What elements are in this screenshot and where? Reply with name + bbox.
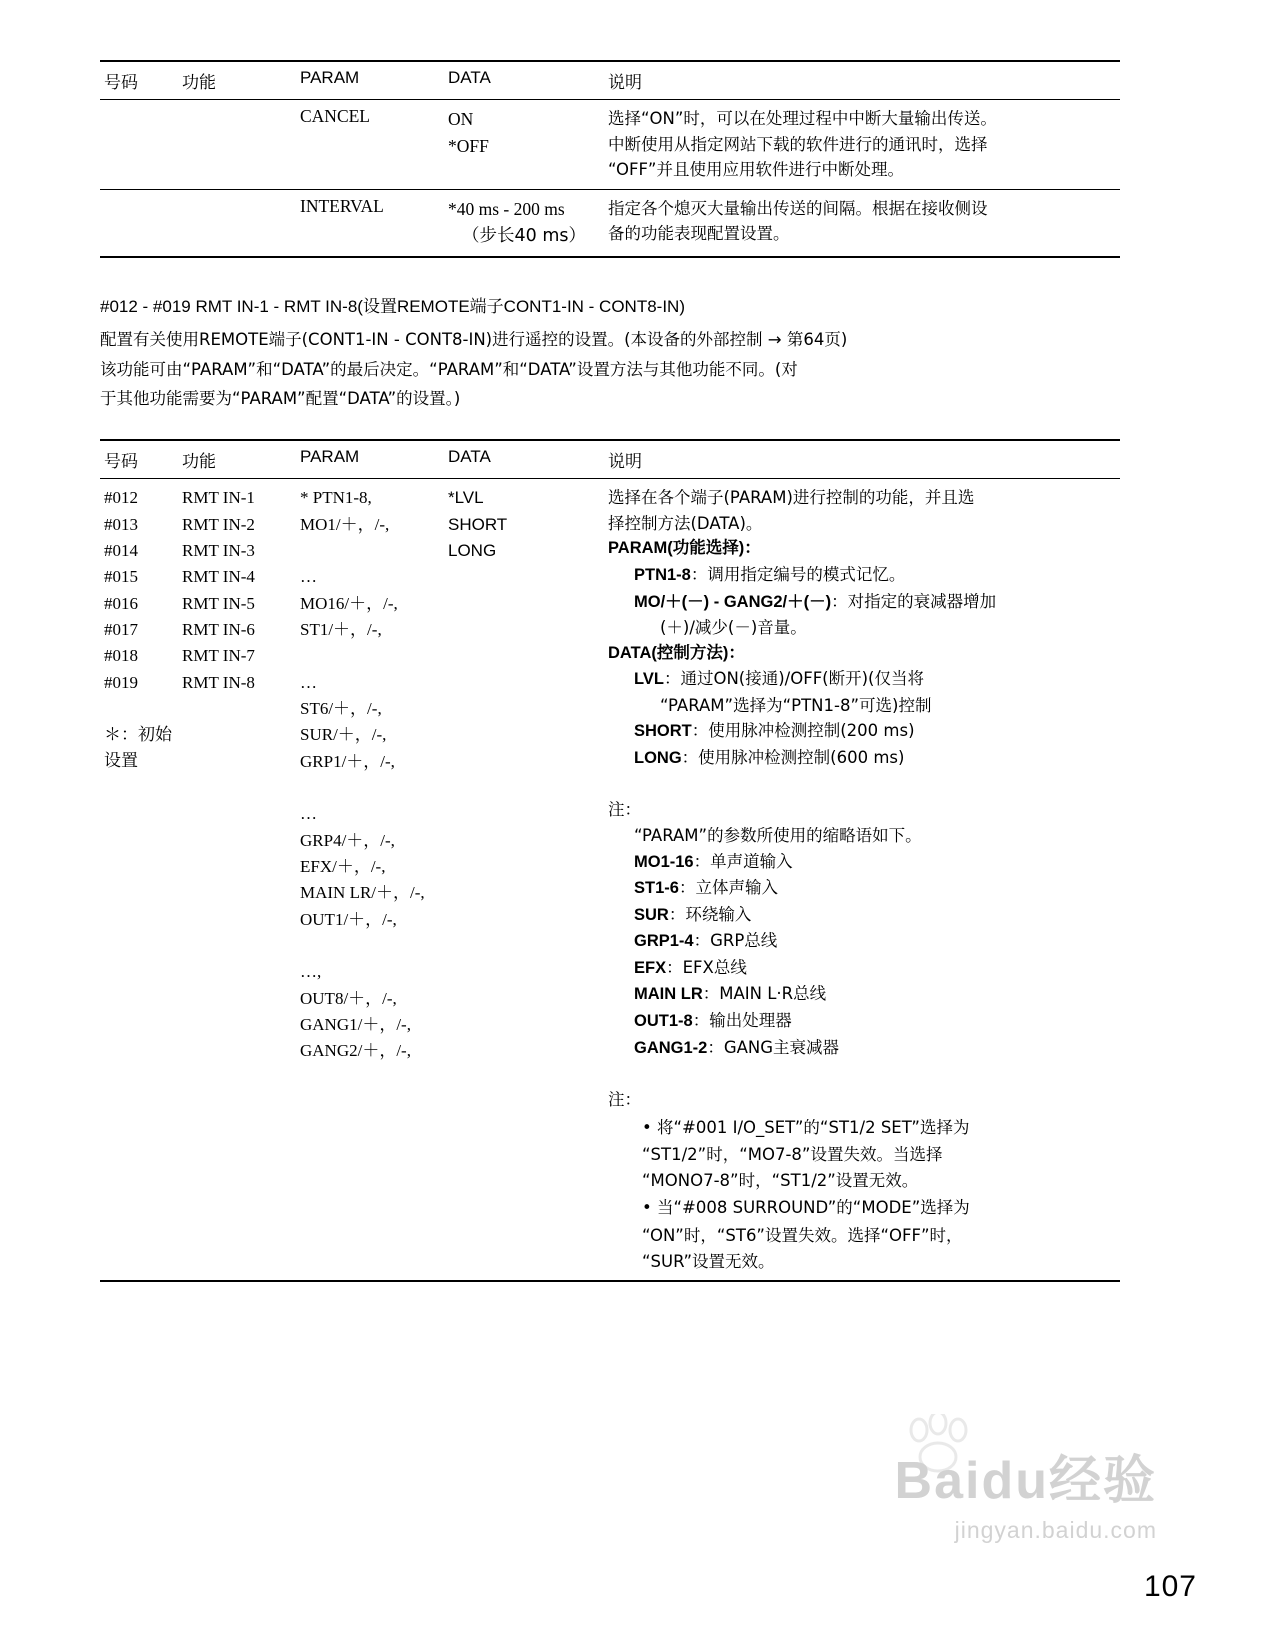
page-content (100, 60, 1120, 1282)
watermark-sub-text: jingyan.baidu.com (954, 1517, 1157, 1543)
param-heading: PARAM(功能选择)： (608, 539, 761, 558)
note-bullet: • 当“#008 SURROUND”的“MODE”选择为 (634, 1193, 1116, 1223)
header-param: PARAM (300, 447, 360, 467)
cell-data: *40 ms - 200 ms （步长40 ms） (448, 198, 586, 246)
header-data: DATA (448, 447, 491, 467)
cell-description: 选择在各个端子(PARAM)进行控制的功能，并且选 择控制方法(DATA)。 PARAM(功能选择)： PTN1-8：调用指定编号的模式记忆。 MO/＋(－) - GANG2/＋(－)：对指定的衰减器增加 (＋)/减少(－)音量。 DATA(控制方法)： LVL：通过ON(接通)/OFF(断开)(仅当将 “PARAM”选择为“PTN1-8”可选)控制 SHORT：使用脉冲检测控制(200 ms) LONG：使用脉冲检测控制(600 ms) 注： “PARAM”的参数所使用的缩略语如下。 MO1-16：单声道输入 ST1-6：立体声输入 SUR：环绕输入 GRP1-4：GRP总线 EFX：EFX总线 MAIN LR：MAIN L·R总线 OUT1-8：输出处理器 GANG1-2：GANG主衰减器 注： • 将“#001 I/O_SET”的“ST1/2 SET”选择为 “ST1/2”时，“MO7-8”设置失效。当选择 “MONO7-8”时，“ST1/2”设置无效。 • 当“#008 SURROUND”的“MODE”选择为 “ON”时，“ST6”设置失效。选择“OFF”时， “SUR”设置无效。 (604, 479, 1120, 1282)
note-heading: 注： (608, 800, 641, 820)
note-item: MO1-16：单声道输入 (634, 851, 793, 871)
section-intro (100, 292, 1120, 413)
cell-param: INTERVAL (300, 195, 384, 216)
data-item: SHORT：使用脉冲检测控制(200 ms) (634, 721, 915, 741)
watermark (894, 1452, 1157, 1544)
note-item: OUT1-8：输出处理器 (634, 1010, 792, 1030)
header-description: 说明 (608, 452, 642, 472)
section-paragraph: 配置有关使用REMOTE端子(CONT1-IN - CONT8-IN)进行遥控的设置。(本设备的外部控制 → 第64页) (100, 330, 848, 350)
table-row (100, 189, 1120, 257)
cell-data: ON *OFF (448, 109, 489, 157)
cell-data-list: *LVL SHORT LONG (448, 488, 508, 560)
cell-num-list: #012 #013 #014 #015 #016 #017 #018 #019 ＊：初始设置 (100, 479, 178, 1282)
cell-param: CANCEL (300, 106, 370, 126)
footnote-initial-setting: ＊：初始设置 (104, 725, 172, 772)
header-data: DATA (448, 68, 491, 87)
note-bullet: • 将“#001 I/O_SET”的“ST1/2 SET”选择为 (634, 1113, 1116, 1143)
section-paragraph: 于其他功能需要为“PARAM”配置“DATA”的设置。) (100, 388, 461, 408)
cell-num (100, 100, 178, 190)
table-top-header-row (100, 61, 1120, 100)
cell-description: 指定各个熄灭大量输出传送的间隔。根据在接收侧设 备的功能表现配置设置。 (608, 198, 988, 244)
note-heading: 注： (608, 1090, 641, 1110)
cell-function (178, 100, 296, 190)
spacer (608, 771, 1116, 797)
section-title: #012 - #019 RMT IN-1 - RMT IN-8(设置REMOTE端子CONT1-IN - CONT8-IN) (100, 296, 685, 316)
cell-num (100, 189, 178, 257)
data-item: LONG：使用脉冲检测控制(600 ms) (634, 747, 905, 767)
param-item-cont: (＋)/减少(－)音量。 (660, 618, 807, 638)
note-item: ST1-6：立体声输入 (634, 878, 778, 898)
page-number: 107 (1143, 1570, 1197, 1603)
section-paragraph: 该功能可由“PARAM”和“DATA”的最后决定。“PARAM”和“DATA”设置方法与其他功能不同。(对 (100, 359, 798, 379)
data-item-cont: “PARAM”选择为“PTN1-8”可选)控制 (660, 695, 932, 715)
note-item: SUR：环绕输入 (634, 904, 752, 924)
spacer (104, 696, 174, 722)
watermark-main-text: Baidu经验 (894, 1452, 1157, 1510)
header-function: 功能 (182, 452, 216, 472)
param-item: PTN1-8：调用指定编号的模式记忆。 (634, 564, 906, 584)
cell-description: 选择“ON”时，可以在处理过程中中断大量输出传送。 中断使用从指定网站下载的软件进行的通讯时，选择 “OFF”并且使用应用软件进行中断处理。 (608, 109, 997, 180)
spacer (608, 1061, 1116, 1087)
header-param: PARAM (300, 68, 360, 87)
data-item: LVL：通过ON(接通)/OFF(断开)(仅当将 (634, 669, 924, 689)
note-item: EFX：EFX总线 (634, 957, 747, 977)
param-item: MO/＋(－) - GANG2/＋(－)：对指定的衰减器增加 (634, 591, 997, 611)
data-heading: DATA(控制方法)： (608, 643, 745, 662)
header-num: 号码 (104, 73, 138, 92)
note-item: GRP1-4：GRP总线 (634, 931, 778, 951)
table-row (100, 479, 1120, 1282)
header-num: 号码 (104, 452, 138, 472)
note-bullet-list: • 将“#001 I/O_SET”的“ST1/2 SET”选择为 “ST1/2”时，“MO7-8”设置失效。当选择 “MONO7-8”时，“ST1/2”设置无效。 • 当“#008 SURROUND”的“MODE”选择为 “ON”时，“ST6”设置失效。选择“OFF”时， “SUR”设置无效。 (608, 1113, 1116, 1275)
table-row (100, 100, 1120, 190)
table-main (100, 439, 1120, 1282)
cell-function (178, 189, 296, 257)
note-item: MAIN LR：MAIN L·R总线 (634, 984, 827, 1004)
note-item: GANG1-2：GANG主衰减器 (634, 1037, 840, 1057)
header-description: 说明 (608, 73, 642, 92)
note-lead: “PARAM”的参数所使用的缩略语如下。 (634, 826, 922, 845)
header-function: 功能 (182, 73, 216, 92)
table-top (100, 60, 1120, 258)
cell-param-list: * PTN1-8, MO1/＋，/-, … MO16/＋，/-, ST1/＋，/-, … ST6/＋，/-, SUR/＋，/-, GRP1/＋，/-, … GRP4/＋，/-, EFX/＋，/-, MAIN LR/＋，/-, OUT1/＋，/-, …, OUT8/＋，/-, GANG1/＋，/-, GANG2/＋，/-, (300, 488, 425, 1061)
table-main-header-row (100, 440, 1120, 479)
cell-function-list: RMT IN-1 RMT IN-2 RMT IN-3 RMT IN-4 RMT IN-5 RMT IN-6 RMT IN-7 RMT IN-8 (182, 488, 255, 692)
